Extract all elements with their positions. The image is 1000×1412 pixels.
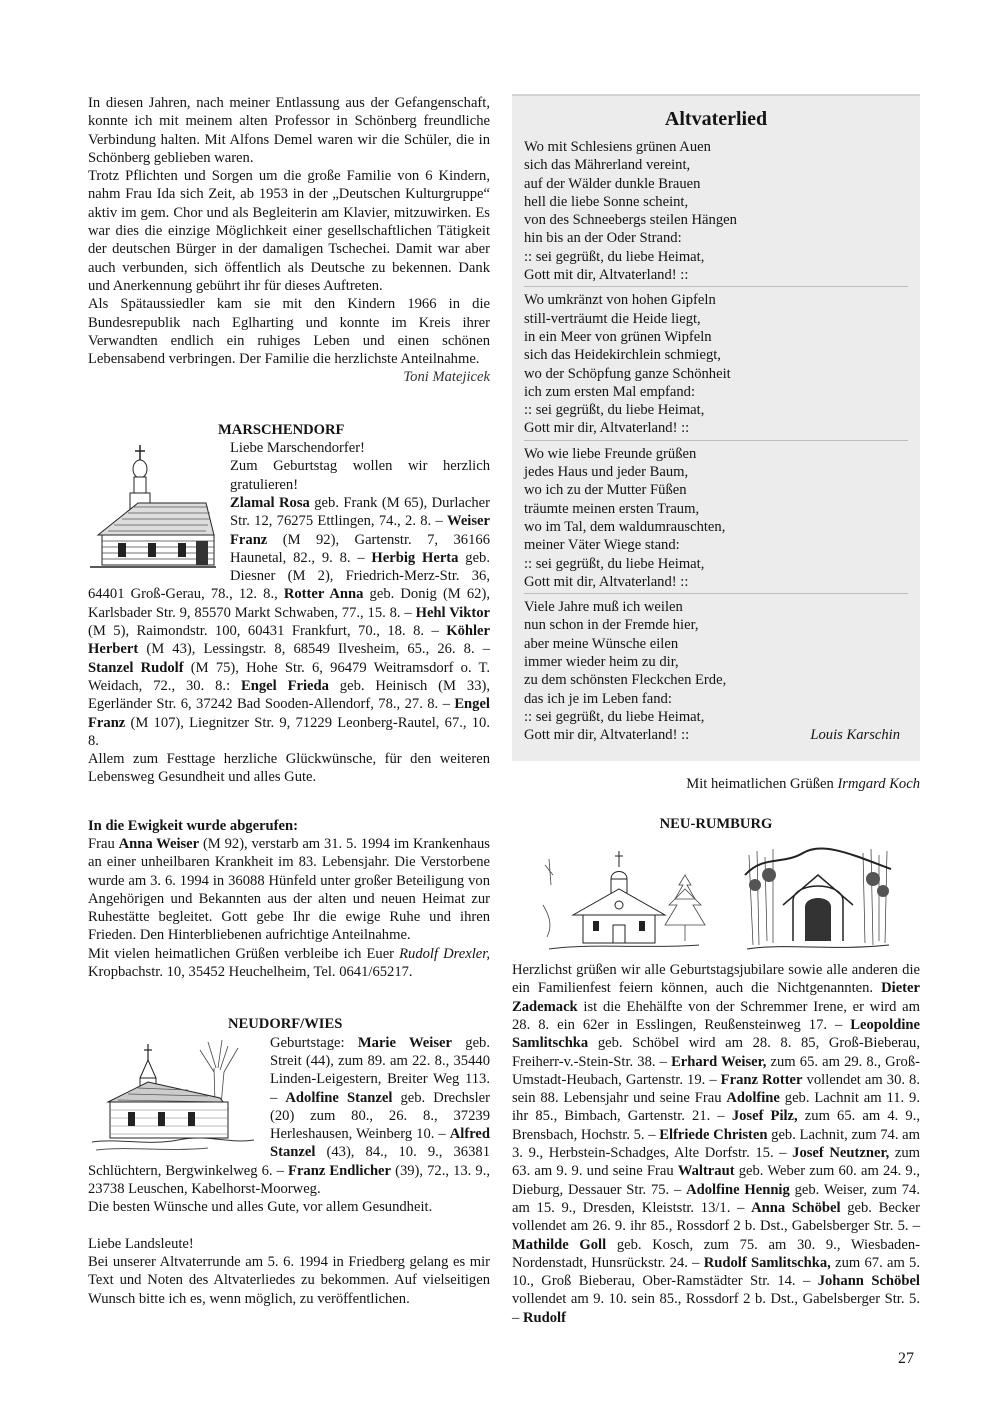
neurumburg-chapel-illustration: [743, 845, 893, 955]
neurumburg-heading: NEU-RUMBURG: [659, 815, 773, 832]
person-name: Anna Weiser: [118, 835, 200, 852]
person-name: Marie Weiser: [357, 1034, 452, 1051]
right-column: [512, 94, 920, 1327]
poem-box: [512, 94, 920, 761]
ewigkeit-heading: In die Ewigkeit wurde abgerufen:: [88, 817, 298, 834]
intro-paragraph: Trotz Pflichten und Sorgen um die große Familie von 6 Kindern, nahm Frau Ida sich Zeit, ab 1953 in der „Deutschen Kulturgruppe“ aktiv im gem. Chor und als Begleiterin am Klavier, mitzuwirken. Es war dies die einzige Möglichkeit einer gesellschaftlichen Tätigkeit der deutschen Bürger in der damaligen Tschechei. Damit war aber auch verbunden, sich öffentlich als Deutsche zu bekennen. Dank und Anerkennung gebührt ihr für dieses Auftreten.: [88, 168, 490, 294]
person-name: Stanzel Rudolf: [88, 659, 184, 676]
letter-section: [88, 1235, 490, 1308]
poem-stanzas: [524, 134, 908, 726]
person-name: Rudolf: [522, 1309, 566, 1326]
poem-line: aber meine Wünsche eilen: [524, 635, 679, 652]
ewigkeit-section: [88, 817, 490, 982]
person-name: Weiser Franz: [230, 513, 490, 548]
page-number: 27: [898, 1350, 914, 1367]
letter-body: Bei unserer Altvaterrunde am 5. 6. 1994 in Friedberg gelang es mir Text und Noten des Altvaterliedes zu bekommen. Auf vielseitigen Wunsch bitte ich es, wenn möglich, zu veröffentlichen.: [88, 1253, 490, 1307]
person-name: Alfred Stanzel: [270, 1126, 490, 1161]
person-name: Anna Schöbel: [751, 1199, 841, 1216]
person-name: Erhard Weiser,: [671, 1053, 767, 1070]
poem-line: still-verträumt die Heide liegt,: [524, 310, 701, 327]
poem-line: Wo wie liebe Freunde grüßen: [524, 445, 697, 462]
person-name: Rudolf Samlitschka,: [703, 1254, 831, 1271]
person-name: Adolfine Hennig: [686, 1181, 790, 1198]
person-name: Waltraut: [677, 1163, 735, 1180]
intro-paragraph: Als Spätaussiedler kam sie mit den Kindern 1966 in die Bundesrepublik nach Eglharting und konnte im Kreis ihrer Verwandten endlich ein ruhiges Leben und einen schönen Lebensabend verbringen. Der Familie die herzlichste Anteilnahme.: [88, 296, 490, 368]
poem-line: :: sei gegrüßt, du liebe Heimat,: [524, 248, 705, 265]
poem-line: wo im Tal, dem waldumrauschten,: [524, 518, 726, 535]
poem-line: :: sei gegrüßt, du liebe Heimat,: [524, 555, 705, 572]
person-name: Franz Endlicher: [288, 1162, 392, 1179]
obituary-text: Frau Anna Weiser (M 92), verstarb am 31. 5. 1994 im Krankenhaus an einer unheilbaren Krankheit im 83. Lebensjahr. Die Verstorbene wurde am 3. 6. 1994 in 36088 Hünfeld unter großer Beteiligung von Angehörigen und Bekannten aus der alten und neuen Heimat zur Ruhestätte begleitet. Gott gebe Ihr die ewige Ruhe und ihren Frieden. Den Hinterbliebenen aufrichtige Anteilnahme.: [88, 835, 490, 944]
poem-line: zu dem schönsten Fleckchen Erde,: [524, 672, 727, 689]
marschendorf-greeting: Liebe Marschendorfer!: [230, 440, 365, 457]
marschendorf-wish: Zum Geburtstag wollen wir herzlich gratulieren!: [230, 458, 490, 493]
neudorf-section: [88, 1034, 490, 1217]
person-name: Rotter Anna: [283, 586, 364, 603]
poem-author: Louis Karschin: [810, 727, 900, 744]
poem-line: auf der Wälder dunkle Brauen: [524, 175, 701, 192]
poem-stanza: [524, 134, 908, 284]
poem-line: Viele Jahre muß ich weilen: [524, 599, 683, 616]
poem-line: ich zum ersten Mal empfand:: [524, 383, 696, 400]
poem-line: :: sei gegrüßt, du liebe Heimat,: [524, 708, 705, 725]
poem-line: in ein Meer von grünen Wipfeln: [524, 328, 712, 345]
neurumburg-church-illustration: [539, 845, 709, 955]
person-name: Zlamal Rosa: [230, 494, 310, 511]
letter-salutation: Liebe Landsleute!: [88, 1235, 194, 1252]
poem-line: Wo mit Schlesiens grünen Auen: [524, 139, 711, 155]
person-name: Leopoldine Samlitschka: [512, 1016, 920, 1052]
poem-line: :: sei gegrüßt, du liebe Heimat,: [524, 402, 705, 419]
poem-line: träumte meinen ersten Traum,: [524, 500, 700, 517]
marschendorf-closing: Allem zum Festtage herzliche Glückwünsche, für den weiteren Lebensweg Gesundheit und alles Gute.: [88, 751, 490, 786]
author-name: Irmgard Koch: [837, 775, 920, 792]
person-name: Elfriede Christen: [659, 1126, 768, 1143]
poem-line: wo der Schöpfung ganze Schönheit: [524, 365, 731, 382]
poem-stanza: [524, 593, 908, 726]
person-name: Herbig Herta: [371, 549, 459, 566]
left-column: [88, 94, 490, 1308]
marschendorf-birthday-list: Zlamal Rosa geb. Frank (M 65), Durlacher Str. 12, 76275 Ettlingen, 74., 2. 8. – Weiser Franz (M 92), Gartenstr. 7, 36166 Haunetal, 82., 9. 8. – Herbig Herta geb. Diesner (M 2), Friedrich-Merz-Str. 36, 64401 Groß-Gerau, 78., 12. 8., Rotter Anna geb. Donig (M 62), Karlsbader Str. 9, 85570 Markt Schwaben, 77., 15. 8. – Hehl Viktor (M 5), Raimondstr. 100, 60431 Frankfurt, 70., 18. 8. – Köhler Herbert (M 43), Lessingstr. 8, 68549 Ilvesheim, 65., 26. 8. – Stanzel Rudolf (M 75), Hohe Str. 6, 96479 Weitramsdorf o. T. Weidach, 72., 30. 8.: Engel Frieda geb. Heinisch (M 33), Egerländer Str. 6, 37242 Bad Sooden-Allendorf, 78., 27. 8. – Engel Franz (M 107), Liegnitzer Str. 9, 71229 Leonberg-Rautel, 67., 10. 8.: [88, 494, 491, 749]
poem-stanza: [524, 286, 908, 437]
poem-line: Gott mir dir, Altvaterland! ::: [524, 420, 690, 437]
person-name: Adolfine Stanzel: [285, 1089, 393, 1106]
poem-line: jedes Haus und jeder Baum,: [524, 464, 689, 481]
person-name: Mathilde Goll: [512, 1236, 607, 1253]
neudorf-heading-block: [88, 1015, 490, 1033]
person-name: Dieter Zademack: [512, 980, 920, 1015]
person-name: Köhler Herbert: [88, 623, 490, 658]
person-name: Adolfine: [726, 1090, 780, 1107]
marschendorf-church-illustration: [88, 443, 218, 571]
poem-line: meiner Väter Wiege stand:: [524, 537, 680, 554]
poem-line: hell die liebe Sonne scheint,: [524, 193, 689, 210]
poem-line: hin bis an der Oder Strand:: [524, 230, 682, 247]
person-name: Josef Pilz,: [731, 1108, 798, 1125]
poem-caption: Mit heimatlichen Grüßen Irmgard Koch: [686, 775, 920, 792]
poem-stanza: [524, 440, 908, 591]
marschendorf-heading: MARSCHENDORF: [218, 421, 345, 438]
poem-line: das ich je im Leben fand:: [524, 690, 672, 707]
intro-paragraph: In diesen Jahren, nach meiner Entlassung aus der Gefangenschaft, konnte ich mit meinem alten Professor in Schönberg freundliche Verbindung halten. Mit Alfons Demel waren wir die Schüler, die in Schönberg geblieben waren.: [88, 95, 490, 166]
person-name: Josef Neutzner,: [792, 1145, 890, 1162]
poem-line: wo ich zu der Mutter Füßen: [524, 482, 687, 499]
neudorf-closing: Die besten Wünsche und alles Gute, vor allem Gesundheit.: [88, 1199, 433, 1216]
poem-line: Gott mit dir, Altvaterland! ::: [524, 267, 689, 284]
poem-line: sich das Mährerland vereint,: [524, 157, 691, 174]
person-name: Franz Rotter: [720, 1071, 803, 1088]
person-name: Hehl Viktor: [415, 604, 490, 621]
intro-signature: Toni Matejicek: [403, 369, 490, 386]
poem-line: Gott mir dir, Altvaterland! ::: [524, 727, 690, 744]
poem-line: sich das Heidekirchlein schmiegt,: [524, 347, 721, 364]
marschendorf-section: [88, 439, 490, 787]
poem-title: Altvaterlied: [664, 108, 768, 130]
poem-last-line: [524, 726, 908, 744]
neudorf-birthday-list: Geburtstage: Marie Weiser geb. Streit (44), zum 89. am 22. 8., 35440 Linden-Leigestern, Breiter Weg 113. – Adolfine Stanzel geb. Drechsler (20) zum 80., 26. 8., 37239 Herleshausen, Weinberg 10. – Alfred Stanzel (43), 84., 10. 9., 36381 Schlüchtern, Bergwinkelweg 6. – Franz Endlicher (39), 72., 13. 9., 23738 Leuschen, Kabelhorst-Moorweg.: [88, 1034, 490, 1198]
poem-line: nun schon in der Fremde hier,: [524, 617, 699, 634]
person-name: Engel Franz: [88, 696, 490, 731]
poem-line: Wo umkränzt von hohen Gipfeln: [524, 292, 716, 309]
neudorf-heading: NEUDORF/WIES: [228, 1016, 343, 1033]
poem-line: von des Schneebergs steilen Hängen: [524, 212, 737, 229]
person-name: Johann Schöbel: [817, 1273, 920, 1290]
obituary-signoff: Mit vielen heimatlichen Grüßen verbleibe ich Euer Rudolf Drexler, Kropbachstr. 10, 35452 Heuchelheim, Tel. 0641/65217.: [88, 945, 490, 981]
neurumburg-illustrations: [512, 845, 920, 955]
author-name: Rudolf Drexler,: [399, 945, 490, 962]
marschendorf-heading-block: [88, 421, 490, 439]
poem-line: immer wieder heim zu dir,: [524, 654, 679, 671]
poem-line: Gott mit dir, Altvaterland! ::: [524, 573, 689, 590]
neudorf-church-illustration: [88, 1038, 258, 1156]
person-name: Engel Frieda: [241, 677, 329, 694]
neurumburg-text: Herzlichst grüßen wir alle Geburtstagsjubilare sowie alle anderen die ein Familienfest feiern können, auch die Nichtgenannten. Dieter Zademack ist die Ehehälfte von der Schremmer Irene, er wird am 28. 8. ein 62er in Esslingen, Reußensteinweg 17. – Leopoldine Samlitschka geb. Schöbel wird am 28. 8. 85, Groß-Bieberau, Freiherr-v.-Stein-Str. 38. – Erhard Weiser, zum 65. am 29. 8., Groß-Umstadt-Heubach, Gartenstr. 19. – Franz Rotter vollendet am 30. 8. sein 88. Lebensjahr und seine Frau Adolfine geb. Lachnit am 11. 9. ihr 85., Bimbach, Gartenstr. 21. – Josef Pilz, zum 65. am 4. 9., Brensbach, Hochstr. 5. – Elfriede Christen geb. Lachnit, zum 74. am 3. 9., Herbstein-Schadges, Alte Dorfstr. 15. – Josef Neutzner, zum 63. am 9. 9. und seine Frau Waltraut geb. Weber zum 60. am 24. 9., Dieburg, Dessauer Str. 75. – Adolfine Hennig geb. Weiser, zum 74. am 15. 9., Dresden, Kleiststr. 13/1. – Anna Schöbel geb. Becker vollendet am 26. 9. ihr 85., Rossdorf 2 b. Dst., Gabelsberger Str. 5. – Mathilde Goll geb. Kosch, zum 75. am 30. 9., Wiesbaden-Nordenstadt, Hunsrückstr. 24. – Rudolf Samlitschka, zum 67. am 5. 10., Groß Bieberau, Ober-Ramstädter Str. 14. – Johann Schöbel vollendet am 9. 10. sein 85., Rossdorf 2 b. Dst., Gabelsberger Str. 5. – Rudolf: [512, 962, 921, 1326]
